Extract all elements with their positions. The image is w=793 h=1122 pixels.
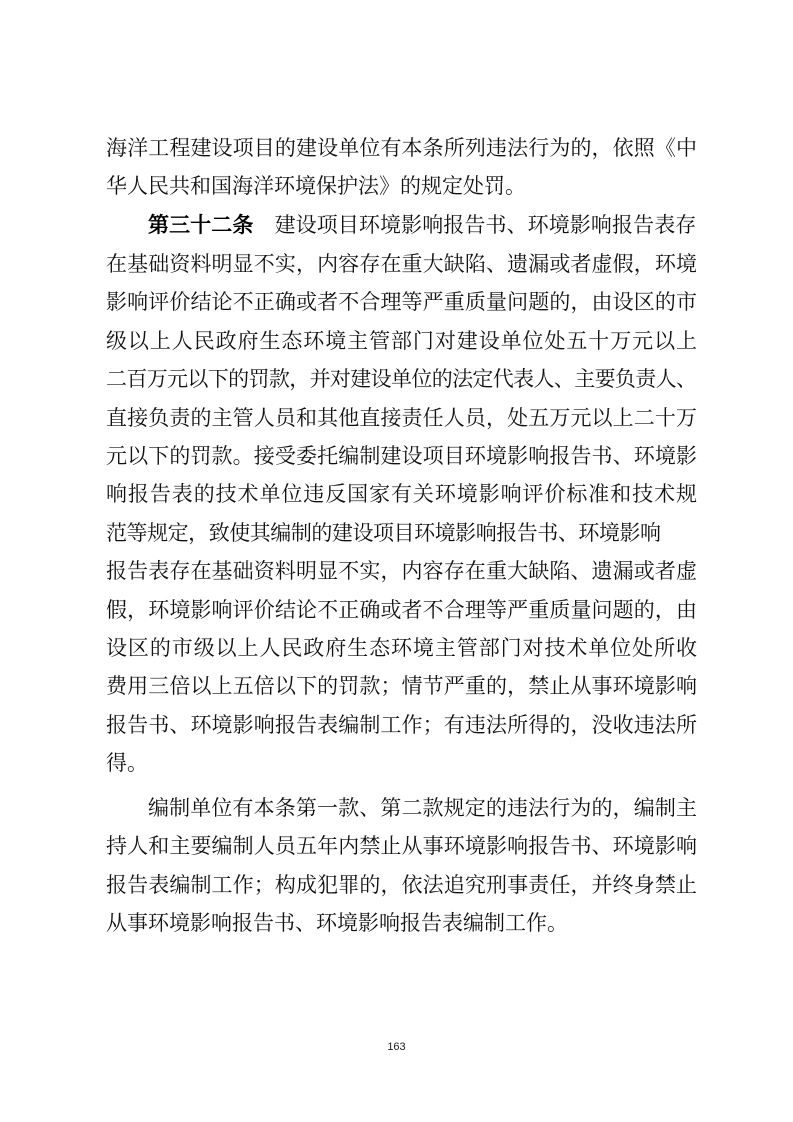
text-line: 华人民共和国海洋环境保护法》的规定处罚。: [106, 174, 526, 198]
text-line: 假，环境影响评价结论不正确或者不合理等严重质量问题的，由: [106, 598, 698, 622]
text-line: 二百万元以下的罚款，并对建设单位的法定代表人、主要负责人、: [106, 367, 697, 391]
text-line: 费用三倍以上五倍以下的罚款；情节严重的，禁止从事环境影响: [106, 674, 698, 698]
text-line: 持人和主要编制人员五年内禁止从事环境影响报告书、环境影响: [106, 834, 698, 858]
text-line: 海洋工程建设项目的建设单位有本条所列违法行为的，依照《中: [106, 136, 698, 160]
text-line: 编制单位有本条第一款、第二款规定的违法行为的，编制主: [148, 796, 698, 820]
text-line: 范等规定，致使其编制的建设项目环境影响报告书、环境影响: [106, 521, 661, 545]
text-line: 影响评价结论不正确或者不合理等严重质量问题的，由设区的市: [106, 290, 698, 314]
text-line: 得。: [106, 751, 148, 775]
text-line: 报告表编制工作；构成犯罪的，依法追究刑事责任，并终身禁止: [106, 873, 698, 897]
text-line: 级以上人民政府生态环境主管部门对建设单位处五十万元以上: [106, 329, 698, 353]
page-number: 163: [387, 1041, 406, 1053]
text-line: 直接负责的主管人员和其他直接责任人员，处五万元以上二十万: [106, 406, 698, 430]
text-line: 元以下的罚款。接受委托编制建设项目环境影响报告书、环境影: [106, 444, 698, 468]
article-heading: 第三十二条: [148, 213, 254, 237]
text-line: 建设项目环境影响报告书、环境影响报告表存: [274, 213, 697, 237]
text-line: 报告书、环境影响报告表编制工作；有违法所得的，没收违法所: [106, 713, 698, 737]
text-line: 在基础资料明显不实，内容存在重大缺陷、遗漏或者虚假，环境: [106, 252, 698, 276]
text-line: 从事环境影响报告书、环境影响报告表编制工作。: [106, 911, 568, 935]
article-first-line: [148, 210, 696, 240]
text-line: 报告表存在基础资料明显不实，内容存在重大缺陷、遗漏或者虚: [106, 559, 698, 583]
article-heading-gap: [253, 213, 274, 237]
text-line: 设区的市级以上人民政府生态环境主管部门对技术单位处所收: [106, 636, 698, 660]
text-line: 响报告表的技术单位违反国家有关环境影响评价标准和技术规: [106, 482, 698, 506]
